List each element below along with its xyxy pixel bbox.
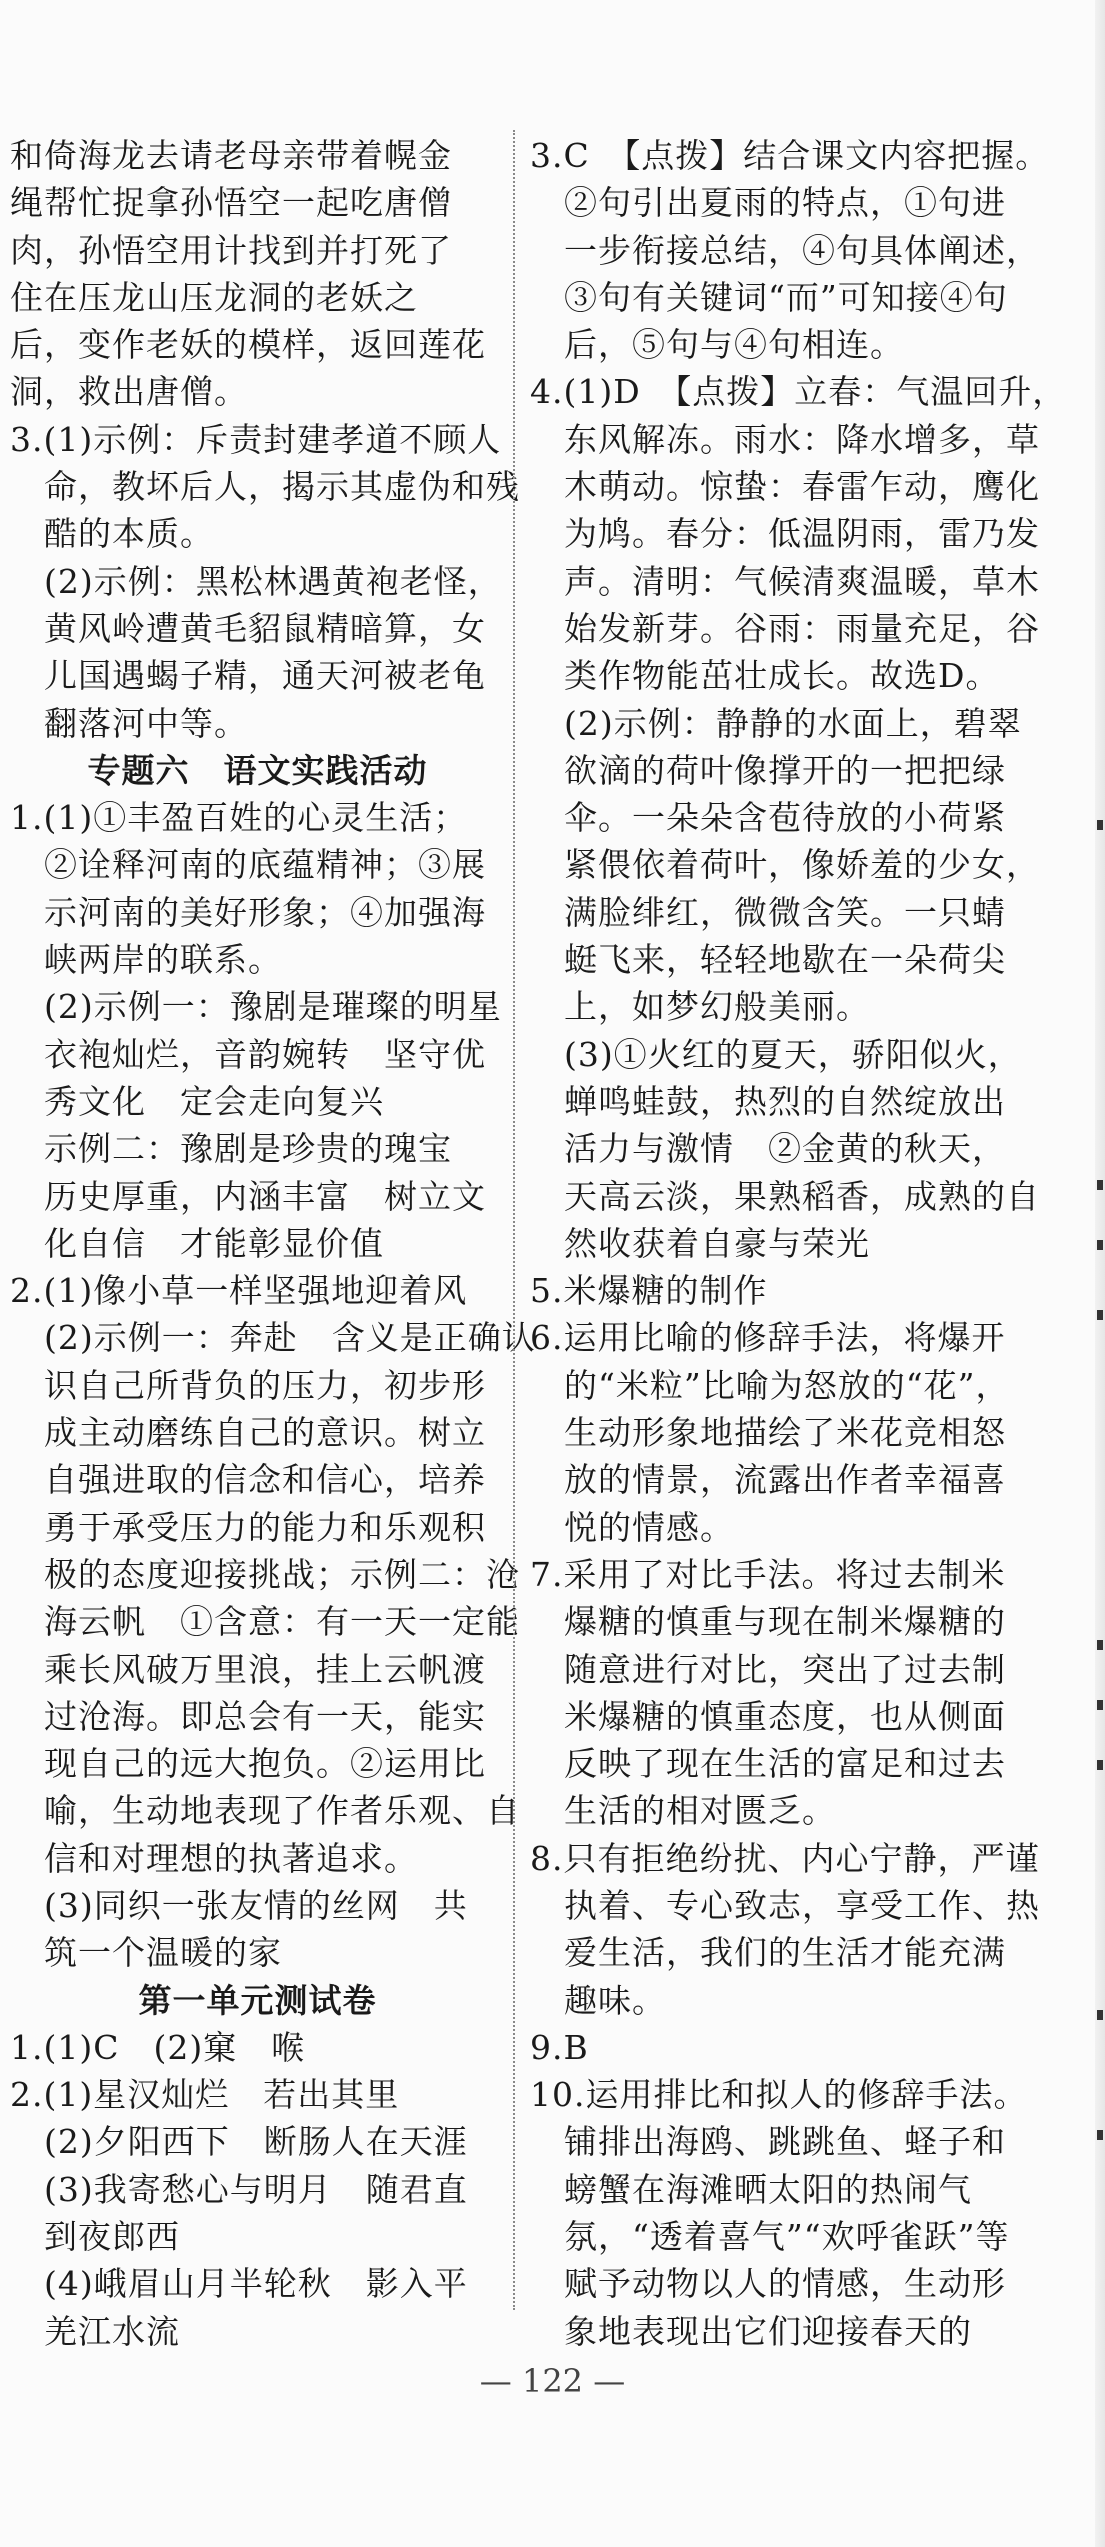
left-column-line: ②诠释河南的底蕴精神；③展 [10, 845, 486, 885]
right-column-line: 伞。一朵朵含苞待放的小荷紧 [530, 798, 1006, 838]
page-edge-strip [1095, 0, 1105, 2547]
left-column-line: (2)示例一：奔赴 含义是正确认 [10, 1318, 536, 1358]
right-column-line: 5.米爆糖的制作 [530, 1271, 768, 1311]
right-column-line: 4.(1)D 【点拨】立春：气温回升， [530, 372, 1067, 412]
right-column-line: 始发新芽。谷雨：雨量充足，谷 [530, 608, 1040, 648]
right-column-line: (3)①火红的夏天，骄阳似火， [530, 1034, 1022, 1074]
page-number: — 122 — [479, 2362, 626, 2400]
right-column-line: 满脸绯红，微微含笑。一只蜻 [530, 892, 1006, 932]
edge-mark [1097, 1640, 1103, 1650]
left-column-line: (2)示例一：豫剧是璀璨的明星 [10, 987, 502, 1027]
left-column-line: 儿国遇蝎子精，通天河被老龟 [10, 656, 486, 696]
left-column-line: 1.(1)C (2)窠 喉 [10, 2027, 306, 2067]
right-column-line: 上，如梦幻般美丽。 [530, 987, 870, 1027]
right-column-line: 声。清明：气候清爽温暖，草木 [530, 561, 1040, 601]
left-column-line: 黄风岭遭黄毛貂鼠精暗算，女 [10, 608, 486, 648]
left-column-line: 3.(1)示例：斥责封建孝道不顾人 [10, 419, 502, 459]
right-column-line: 8.只有拒绝纷扰、内心宁静，严谨 [530, 1838, 1040, 1878]
edge-mark [1097, 1760, 1103, 1770]
right-column-line: 蝉鸣蛙鼓，热烈的自然绽放出 [530, 1081, 1006, 1121]
right-column-line: 然收获着自豪与荣光 [530, 1223, 870, 1263]
left-column-line: 到夜郎西 [10, 2217, 180, 2257]
left-column-line: 峡两岸的联系。 [10, 940, 282, 980]
left-column-line: 2.(1)星汉灿烂 若出其里 [10, 2075, 400, 2115]
left-column-line: 勇于承受压力的能力和乐观积 [10, 1507, 486, 1547]
right-column-line: 爆糖的慎重与现在制米爆糖的 [530, 1602, 1006, 1642]
left-column-line: 信和对理想的执著追求。 [10, 1838, 418, 1878]
right-column-line: 象地表现出它们迎接春天的 [530, 2311, 972, 2351]
left-column-line: 示例二：豫剧是珍贵的瑰宝 [10, 1129, 452, 1169]
left-column-line: 极的态度迎接挑战；示例二：沧 [10, 1554, 520, 1594]
right-column-line: 螃蟹在海滩晒太阳的热闹气 [530, 2169, 972, 2209]
left-column-line: 住在压龙山压龙洞的老妖之 [10, 277, 418, 317]
left-column-line: 命，教坏后人，揭示其虚伪和残 [10, 467, 520, 507]
left-column-line: 过沧海。即总会有一天，能实 [10, 1696, 486, 1736]
right-column-line: 氛，“透着喜气”“欢呼雀跃”等 [530, 2217, 1010, 2257]
edge-mark [1097, 1700, 1103, 1710]
left-column-line: (3)我寄愁心与明月 随君直 [10, 2169, 468, 2209]
left-column-line: 2.(1)像小草一样坚强地迎着风 [10, 1271, 468, 1311]
left-column-line: 现自己的远大抱负。②运用比 [10, 1744, 486, 1784]
left-column-line: 识自己所背负的压力，初步形 [10, 1365, 486, 1405]
right-column-line: 9.B [530, 2027, 589, 2067]
right-column-line: 蜓飞来，轻轻地歇在一朵荷尖 [530, 940, 1006, 980]
right-column-line: 6.运用比喻的修辞手法，将爆开 [530, 1318, 1006, 1358]
edge-mark [1097, 1310, 1103, 1320]
edge-mark [1097, 820, 1103, 830]
right-column-line: 执着、专心致志，享受工作、热 [530, 1885, 1040, 1925]
column-divider [513, 130, 515, 2310]
right-column-line: ③句有关键词“而”可知接④句 [530, 277, 1008, 317]
left-column-line: 历史厚重，内涵丰富 树立文 [10, 1176, 486, 1216]
right-column-line: 赋予动物以人的情感，生动形 [530, 2264, 1006, 2304]
right-column-line: 木萌动。惊蛰：春雷乍动，鹰化 [530, 467, 1040, 507]
right-column-line: 生动形象地描绘了米花竞相怒 [530, 1413, 1006, 1453]
right-column-line: 东风解冻。雨水：降水增多，草 [530, 419, 1040, 459]
left-column-line: 酷的本质。 [10, 514, 214, 554]
edge-mark [1097, 2130, 1103, 2140]
edge-mark [1097, 2010, 1103, 2020]
right-column-line: 反映了现在生活的富足和过去 [530, 1744, 1006, 1784]
left-column-line: 1.(1)①丰盈百姓的心灵生活； [10, 798, 468, 838]
left-column-line: 专题六 语文实践活动 [87, 750, 428, 790]
right-answer-column [530, 132, 1067, 2355]
edge-mark [1097, 1240, 1103, 1250]
left-column-line: 衣袍灿烂，音韵婉转 坚守优 [10, 1034, 486, 1074]
right-column-line: ②句引出夏雨的特点，①句进 [530, 183, 1006, 223]
left-column-line: (4)峨眉山月半轮秋 影入平 [10, 2264, 468, 2304]
left-column-line: 洞，救出唐僧。 [10, 372, 248, 412]
left-column-line: 喻，生动地表现了作者乐观、自 [10, 1791, 520, 1831]
right-column-line: 欲滴的荷叶像撑开的一把把绿 [530, 750, 1006, 790]
left-column-line: (2)示例：黑松林遇黄袍老怪， [10, 561, 502, 601]
left-column-line: 肉，孙悟空用计找到并打死了 [10, 230, 452, 270]
left-column-line: 绳帮忙捉拿孙悟空一起吃唐僧 [10, 183, 452, 223]
left-column-line: 乘长风破万里浪，挂上云帆渡 [10, 1649, 486, 1689]
right-column-line: 天高云淡，果熟稻香，成熟的自 [530, 1176, 1040, 1216]
right-column-line: 的“米粒”比喻为怒放的“花”， [530, 1365, 1010, 1405]
left-column-line: 第一单元测试卷 [138, 1980, 377, 2020]
right-column-line: 随意进行对比，突出了过去制 [530, 1649, 1006, 1689]
left-column-line: (2)夕阳西下 断肠人在天涯 [10, 2122, 468, 2162]
left-column-line: 后，变作老妖的模样，返回莲花 [10, 325, 486, 365]
right-column-line: 米爆糖的慎重态度，也从侧面 [530, 1696, 1006, 1736]
left-column-line: 自强进取的信念和信心，培养 [10, 1460, 486, 1500]
left-answer-column [10, 132, 536, 2355]
right-column-line: 为鸠。春分：低温阴雨，雷乃发 [530, 514, 1040, 554]
right-column-line: 铺排出海鸥、跳跳鱼、蛏子和 [530, 2122, 1006, 2162]
left-column-line: (3)同织一张友情的丝网 共 [10, 1885, 468, 1925]
right-column-line: 后，⑤句与④句相连。 [530, 325, 904, 365]
right-column-line: 紧偎依着荷叶，像娇羞的少女， [530, 845, 1040, 885]
right-column-line: 放的情景，流露出作者幸福喜 [530, 1460, 1006, 1500]
left-column-line: 和倚海龙去请老母亲带着幌金 [10, 136, 452, 175]
right-column-line: 悦的情感。 [530, 1507, 734, 1547]
right-column-line: 趣味。 [530, 1980, 666, 2020]
left-column-line: 示河南的美好形象；④加强海 [10, 892, 486, 932]
left-column-line: 化自信 才能彰显价值 [10, 1223, 384, 1263]
right-column-line: (2)示例：静静的水面上，碧翠 [530, 703, 1022, 743]
left-column-line: 秀文化 定会走向复兴 [10, 1081, 384, 1121]
left-column-line: 羌江水流 [10, 2311, 180, 2351]
right-column-line: 3.C 【点拨】结合课文内容把握。 [530, 136, 1050, 175]
left-column-line: 翻落河中等。 [10, 703, 248, 743]
right-column-line: 爱生活，我们的生活才能充满 [530, 1933, 1006, 1973]
right-column-line: 活力与激情 ②金黄的秋天， [530, 1129, 1006, 1169]
right-column-line: 10.运用排比和拟人的修辞手法。 [530, 2075, 1028, 2115]
right-column-line: 一步衔接总结，④句具体阐述， [530, 230, 1040, 270]
right-column-line: 类作物能茁壮成长。故选D。 [530, 656, 1000, 696]
right-column-line: 7.采用了对比手法。将过去制米 [530, 1554, 1006, 1594]
left-column-line: 成主动磨练自己的意识。树立 [10, 1413, 486, 1453]
left-column-line: 海云帆 ①含意：有一天一定能 [10, 1602, 520, 1642]
right-column-line: 生活的相对匮乏。 [530, 1791, 836, 1831]
left-column-line: 筑一个温暖的家 [10, 1933, 282, 1973]
edge-mark [1097, 1180, 1103, 1190]
